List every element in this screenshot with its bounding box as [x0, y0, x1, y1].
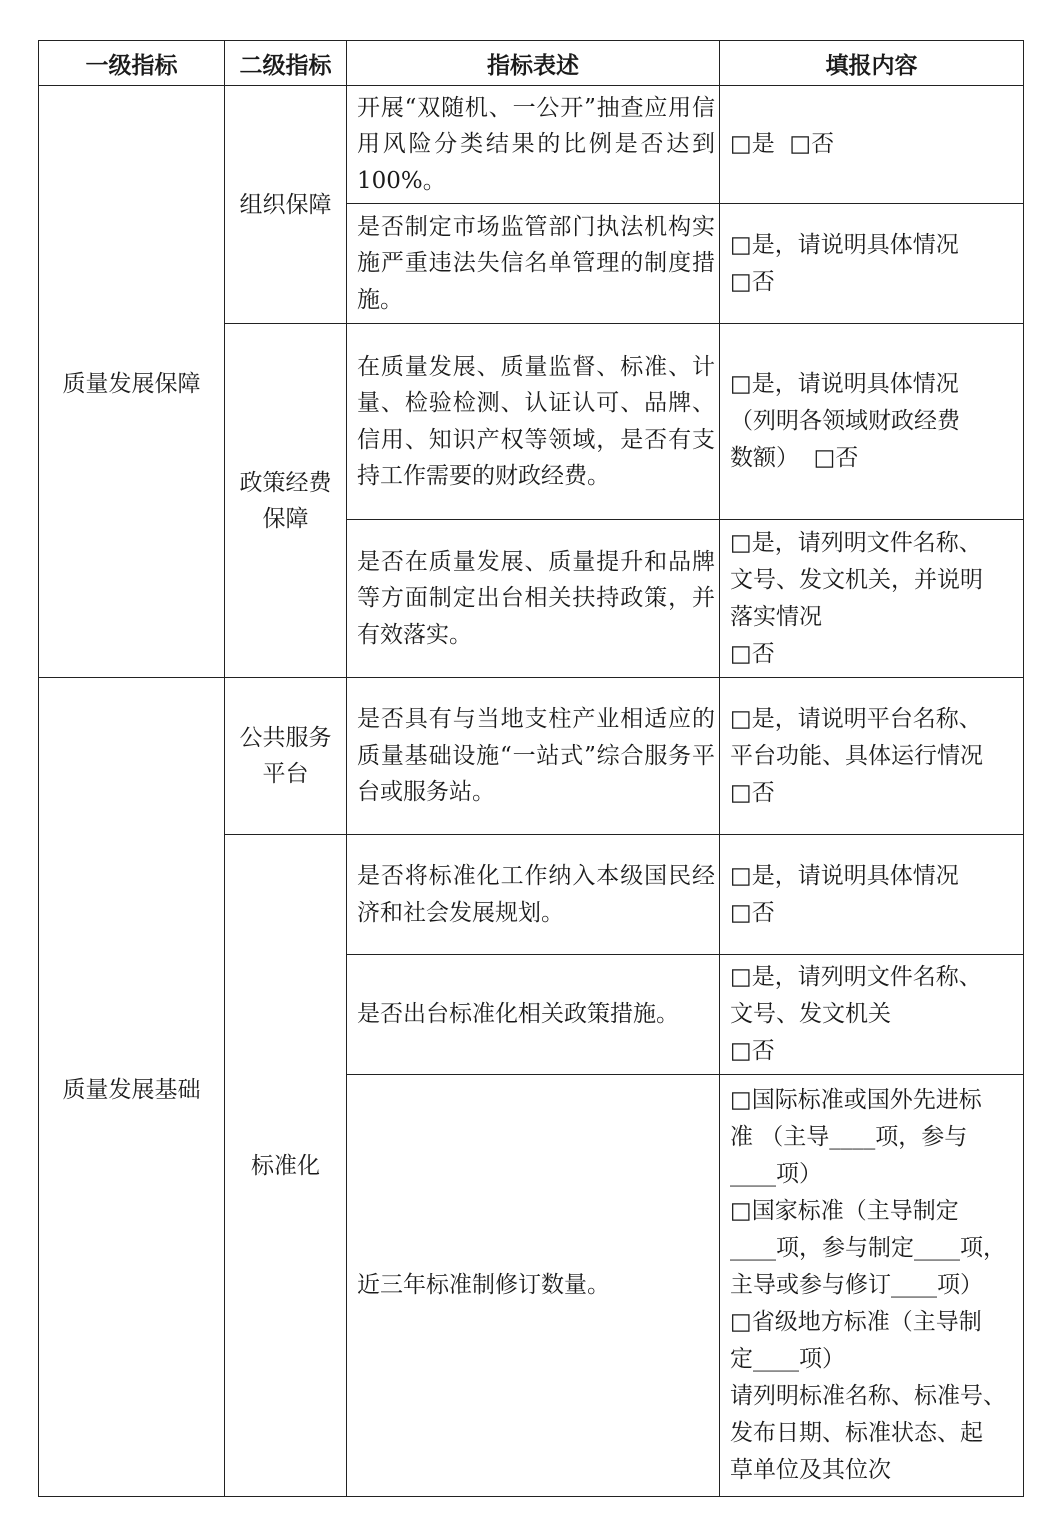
fill-line: □否 [730, 1038, 775, 1064]
fill-line: 主导或参与修订____项） [730, 1272, 983, 1298]
fill-line: □是，请说明具体情况 [730, 231, 959, 258]
description-cell: 是否具有与当地支柱产业相适应的质量基础设施“一站式”综合服务平台或服务站。 [347, 678, 720, 835]
description-cell: 近三年标准制修订数量。 [347, 1075, 720, 1497]
header-description: 指标表述 [347, 41, 720, 86]
indicator-table [38, 40, 1024, 1497]
table-row [39, 678, 1024, 835]
fill-cell [720, 678, 1024, 835]
description-cell: 是否制定市场监管部门执法机构实施严重违法失信名单管理的制度措施。 [347, 204, 720, 324]
header-level1: 一级指标 [39, 41, 225, 86]
fill-line: □是，请说明具体情况 [730, 371, 959, 397]
header-fill-content: 填报内容 [720, 41, 1024, 86]
fill-line: □国家标准（主导制定 [730, 1198, 959, 1224]
fill-line: 文号、发文机关 [730, 1001, 891, 1027]
fill-line: □是，请列明文件名称、 [730, 529, 982, 556]
fill-cell [720, 520, 1024, 678]
fill-line: 数额） □否 [730, 445, 859, 471]
fill-line: ____项，参与制定____项， [730, 1235, 1006, 1261]
fill-line: 文号、发文机关，并说明 [730, 566, 983, 593]
fill-cell [720, 835, 1024, 955]
header-level2: 二级指标 [225, 41, 347, 86]
fill-line: □否 [730, 268, 775, 295]
level2-cell: 政策经费保障 [225, 324, 347, 678]
fill-line: □是，请说明具体情况 [730, 862, 959, 889]
fill-line: 发布日期、标准状态、起 [730, 1420, 983, 1446]
fill-line: 请列明标准名称、标准号、 [730, 1383, 1006, 1409]
fill-line: 准 （主导____项，参与 [730, 1124, 968, 1150]
fill-line: □否 [730, 779, 775, 806]
fill-cell [720, 86, 1024, 204]
description-cell: 在质量发展、质量监督、标准、计量、检验检测、认证认可、品牌、信用、知识产权等领域，是否有支持工作需要的财政经费。 [347, 324, 720, 520]
fill-line: ____项） [730, 1161, 822, 1187]
fill-cell [720, 324, 1024, 520]
fill-line: 定____项） [730, 1346, 845, 1372]
level1-cell: 质量发展保障 [39, 86, 225, 678]
fill-line: 平台功能、具体运行情况 [730, 742, 983, 769]
fill-line: □否 [730, 640, 775, 667]
fill-line: □是 □否 [730, 131, 835, 157]
level2-cell: 公共服务平台 [225, 678, 347, 835]
level2-cell: 组织保障 [225, 86, 347, 324]
fill-line: □否 [730, 899, 775, 926]
level1-cell: 质量发展基础 [39, 678, 225, 1497]
fill-cell [720, 204, 1024, 324]
fill-line: □是，请说明平台名称、 [730, 705, 982, 732]
fill-cell [720, 955, 1024, 1075]
description-cell: 是否在质量发展、质量提升和品牌等方面制定出台相关扶持政策，并有效落实。 [347, 520, 720, 678]
fill-cell [720, 1075, 1024, 1497]
description-cell: 是否出台标准化相关政策措施。 [347, 955, 720, 1075]
description-cell: 是否将标准化工作纳入本级国民经济和社会发展规划。 [347, 835, 720, 955]
header-row [39, 41, 1024, 86]
fill-line: □国际标准或国外先进标 [730, 1087, 982, 1113]
fill-line: □省级地方标准（主导制 [730, 1309, 982, 1335]
description-cell: 开展“双随机、一公开”抽查应用信用风险分类结果的比例是否达到 100%。 [347, 86, 720, 204]
fill-line: 草单位及其位次 [730, 1457, 891, 1483]
level2-cell: 标准化 [225, 835, 347, 1497]
table-row [39, 86, 1024, 204]
fill-line: 落实情况 [730, 603, 822, 630]
fill-line: □是，请列明文件名称、 [730, 964, 982, 990]
fill-line: （列明各领域财政经费 [730, 408, 960, 434]
